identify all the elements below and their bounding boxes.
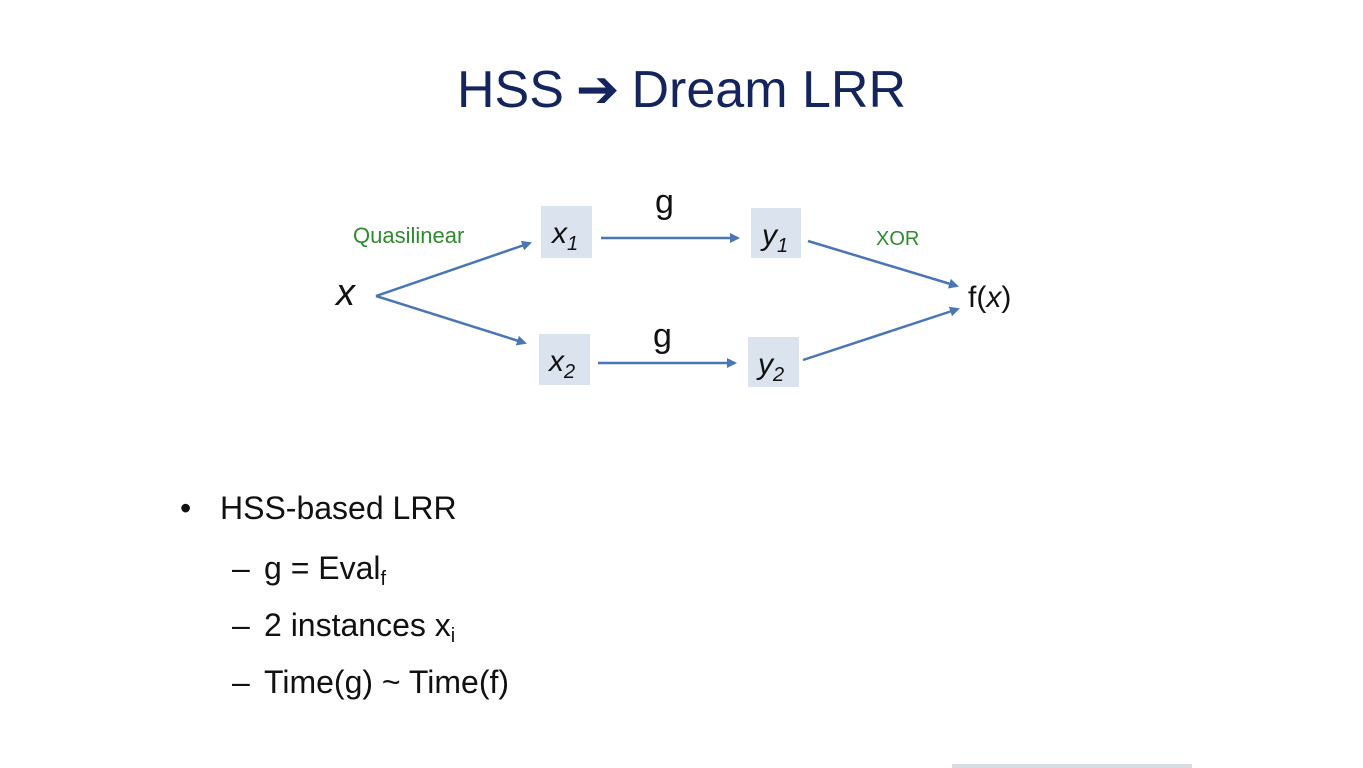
sub-bullet-2-subscript: i [450,625,456,647]
quasilinear-label: Quasilinear [353,223,465,248]
sub-bullet-1-subscript: f [380,568,387,590]
node-x1-sub: 1 [567,233,579,255]
sub-bullet-dash: – [232,550,250,586]
output-fx-var: x [986,281,1002,314]
node-x1-base: x [552,217,567,250]
node-y1-sub: 1 [777,235,789,257]
sub-bullet-dash: – [232,664,250,700]
xor-label: XOR [876,228,920,250]
node-y1-base: y [762,219,777,252]
arrow-x-to-x1 [376,243,530,296]
node-y2-sub: 2 [773,364,785,386]
title-right: Dream LRR [631,61,906,119]
node-y2-base: y [758,348,773,381]
top-g-label: g [655,183,674,221]
bullet-dot: • [180,490,192,526]
bullet-main-text: HSS-based LRR [220,490,457,526]
title-left: HSS [457,61,564,119]
output-fx-prefix: f( [968,281,987,314]
sub-bullet-2 [232,607,455,648]
sub-bullet-3 [232,664,509,701]
bottom-scroll-strip [952,764,1192,768]
arrow-y2-to-fx [803,309,958,360]
sub-bullet-2-text: 2 instances x [264,607,451,643]
sub-bullet-3-text: Time(g) ~ Time(f) [264,664,510,700]
sub-bullet-1-text: g = Eval [264,550,381,586]
arrow-x-to-x2 [376,296,525,343]
input-x-label: x [336,272,355,314]
output-fx-suffix: ) [1001,281,1012,314]
node-x2-sub: 2 [564,361,576,383]
sub-bullet-dash: – [232,607,250,643]
bullet-main [180,490,457,527]
node-x2-base: x [549,345,564,378]
bottom-g-label: g [653,317,672,355]
output-fx-label [968,281,1011,314]
right-arrow-icon: ➔ [575,61,620,119]
sub-bullet-1 [232,550,386,591]
